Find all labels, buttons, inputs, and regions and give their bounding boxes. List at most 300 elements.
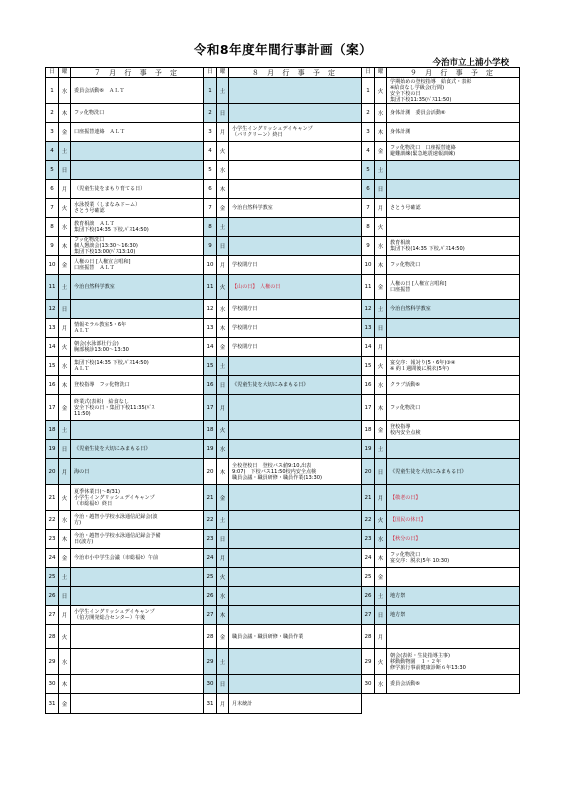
table-row [203, 395, 362, 421]
event-text [228, 300, 362, 318]
day-number: 2 [361, 104, 374, 122]
table-row [361, 275, 520, 300]
event-label: フッ化物洗口 [390, 404, 421, 411]
table-row [203, 459, 362, 485]
weekday: 日 [216, 376, 228, 394]
event-label: 教育相談 集団下校(14:35 下校,ﾊﾞｽ14:50) [390, 240, 465, 252]
weekday: 日 [374, 319, 386, 337]
event-text [228, 440, 362, 458]
event-label: 委員会活動⑥ [390, 681, 421, 687]
table-row [45, 511, 204, 530]
event-text [228, 485, 362, 510]
day-number: 15 [203, 357, 216, 375]
event-label: 全校登校日 登校バス値9:10,出表 9:07) 下校バス11:50校内安全点検 職員会議・職員研修・職員作業(13:30) [232, 462, 322, 481]
event-label: 今治・越智小学校水泳通信記録会予備 日(波方) [74, 533, 161, 545]
table-row [45, 180, 204, 199]
day-number: 19 [203, 440, 216, 458]
day-number: 12 [361, 300, 374, 318]
table-row [361, 440, 520, 459]
column-header [45, 68, 204, 78]
event-text [386, 649, 520, 674]
event-text [386, 104, 520, 122]
day-number: 12 [45, 300, 58, 318]
weekday: 水 [58, 649, 70, 674]
month-heading: ７ 月 行 事 予 定 [70, 68, 204, 77]
column-header [203, 68, 362, 78]
event-text [70, 568, 204, 586]
event-label: クラブ活動⑥ [390, 382, 421, 388]
event-text [70, 256, 204, 274]
weekday-header: 曜 [216, 68, 228, 77]
table-row [45, 78, 204, 104]
event-text [386, 237, 520, 255]
event-label: 終業式(表彰) 給食なし 安全下校の日・集団下校11:35(ﾊﾞｽ 11:50) [74, 398, 155, 417]
event-text [70, 376, 204, 394]
event-text [228, 694, 362, 713]
day-number: 7 [203, 199, 216, 217]
table-row [361, 587, 520, 606]
weekday: 木 [216, 319, 228, 337]
day-number: 3 [45, 123, 58, 141]
month-heading: ９ 月 行 事 予 定 [386, 68, 520, 77]
day-number: 2 [45, 104, 58, 122]
event-text [228, 180, 362, 198]
event-text [70, 485, 204, 510]
event-text [70, 395, 204, 420]
day-number: 20 [203, 459, 216, 484]
day-number: 31 [45, 694, 58, 713]
weekday: 火 [58, 338, 70, 356]
event-text [70, 199, 204, 217]
weekday: 金 [58, 395, 70, 420]
table-row [361, 300, 520, 319]
event-text [70, 675, 204, 693]
event-text [386, 459, 520, 484]
weekday: 日 [216, 104, 228, 122]
event-label: 今治市小中学生会議（市総福ｾ）午前 [74, 555, 159, 561]
event-label: 人権の日 [人権宣言唱和] 口座振替 [390, 281, 447, 293]
event-text [386, 180, 520, 198]
table-row [361, 530, 520, 549]
event-text [228, 530, 362, 548]
event-text [70, 142, 204, 160]
table-row [203, 123, 362, 142]
event-label: 情報モラル教室5・6年 ＡＬＴ [74, 322, 127, 334]
weekday: 月 [374, 199, 386, 217]
day-number: 26 [203, 587, 216, 605]
event-text [386, 142, 520, 160]
event-text [70, 625, 204, 648]
event-text [386, 625, 520, 648]
table-row [45, 300, 204, 319]
event-label: フッ化物洗口 宴交序：脱衣(5年 10:30) [390, 552, 450, 564]
weekday: 火 [374, 78, 386, 103]
table-row [361, 338, 520, 357]
weekday: 金 [374, 275, 386, 299]
table-row [45, 256, 204, 275]
weekday: 金 [374, 568, 386, 586]
table-row [203, 104, 362, 123]
event-label: 地方祭 [390, 593, 406, 599]
event-label: 今治自然科学教室 [232, 205, 273, 211]
table-row [361, 218, 520, 237]
weekday: 土 [374, 300, 386, 318]
day-number: 26 [361, 587, 374, 605]
event-text [386, 485, 520, 510]
day-number: 3 [203, 123, 216, 141]
table-row [361, 237, 520, 256]
event-text [70, 180, 204, 198]
day-number: 3 [361, 123, 374, 141]
day-number: 16 [45, 376, 58, 394]
day-number: 7 [361, 199, 374, 217]
event-text [386, 338, 520, 356]
weekday: 水 [58, 218, 70, 236]
weekday: 金 [58, 694, 70, 713]
table-row [45, 199, 204, 218]
weekday: 土 [58, 142, 70, 160]
weekday: 日 [58, 161, 70, 179]
table-row [45, 376, 204, 395]
weekday: 月 [216, 256, 228, 274]
weekday: 月 [216, 549, 228, 567]
event-text [228, 511, 362, 529]
table-row [45, 694, 204, 714]
weekday: 土 [374, 161, 386, 179]
weekday: 金 [216, 485, 228, 510]
weekday: 土 [374, 440, 386, 458]
event-text [228, 549, 362, 567]
event-label: 学校閉庁日 [232, 306, 258, 312]
table-row [203, 587, 362, 606]
table-row [45, 421, 204, 440]
weekday: 水 [216, 300, 228, 318]
event-text [386, 511, 520, 529]
event-label: 人権の日 [人権宣言唱和] 口座振替 ＡＬＴ [74, 259, 131, 271]
event-label: 《児童生徒を大切にみまもる日》 [390, 468, 467, 475]
event-label: 委員会活動⑥ ＡＬＴ [74, 87, 125, 94]
day-number: 11 [203, 275, 216, 299]
day-number: 16 [203, 376, 216, 394]
event-label: 集団下校(14:35 下校,ﾊﾞｽ14:50) ＡＬＴ [74, 360, 149, 372]
table-row [203, 421, 362, 440]
weekday: 金 [216, 199, 228, 217]
day-number: 22 [361, 511, 374, 529]
weekday: 月 [216, 694, 228, 713]
table-row [45, 675, 204, 694]
event-label: 【国民の休日】 [390, 517, 426, 523]
event-label: 小学生イングリッシュデイキャンプ （バリクリーン）終日 [232, 126, 313, 138]
event-text [70, 275, 204, 299]
event-text [386, 319, 520, 337]
event-text [386, 218, 520, 236]
weekday: 土 [58, 421, 70, 439]
day-number: 22 [203, 511, 216, 529]
event-label: 地方祭 [390, 612, 406, 618]
event-label: 今治自然科学教室 [74, 284, 115, 290]
event-text [70, 319, 204, 337]
event-label: さとう号確認 [390, 205, 421, 211]
day-number: 6 [361, 180, 374, 198]
day-number: 21 [203, 485, 216, 510]
event-text [70, 357, 204, 375]
weekday: 月 [58, 319, 70, 337]
day-number: 30 [203, 675, 216, 693]
table-row [361, 485, 520, 511]
table-row [45, 395, 204, 421]
day-number: 30 [361, 675, 374, 693]
event-label: 口座振替連絡 ＡＬＴ [74, 129, 125, 135]
table-row [45, 218, 204, 237]
event-text [386, 568, 520, 586]
weekday: 火 [374, 357, 386, 375]
weekday: 水 [374, 104, 386, 122]
table-row [203, 78, 362, 104]
weekday: 日 [216, 237, 228, 255]
weekday: 土 [58, 568, 70, 586]
event-text [70, 218, 204, 236]
event-label: 【山の日】 人権の日 [232, 284, 281, 290]
event-text [386, 606, 520, 624]
day-number: 15 [45, 357, 58, 375]
day-number: 25 [361, 568, 374, 586]
event-text [70, 440, 204, 458]
day-number: 28 [203, 625, 216, 648]
weekday: 月 [374, 485, 386, 510]
day-number: 28 [45, 625, 58, 648]
table-row [45, 275, 204, 300]
event-text [70, 511, 204, 529]
day-number: 25 [45, 568, 58, 586]
table-row [203, 218, 362, 237]
table-row [203, 694, 362, 714]
weekday: 日 [58, 300, 70, 318]
day-number: 4 [45, 142, 58, 160]
weekday: 月 [374, 625, 386, 648]
table-row [203, 161, 362, 180]
weekday: 金 [58, 123, 70, 141]
day-number: 8 [361, 218, 374, 236]
weekday: 金 [374, 142, 386, 160]
event-label: 登校指導 校内安全点検 [390, 424, 421, 436]
weekday: 水 [374, 237, 386, 255]
day-number: 8 [203, 218, 216, 236]
weekday: 火 [216, 421, 228, 439]
event-label: 《児童生徒を大切にみまもる日》 [232, 382, 309, 388]
table-row [203, 530, 362, 549]
weekday: 月 [374, 338, 386, 356]
weekday: 日 [216, 530, 228, 548]
event-label: 夏季休業日(～8/31) 小学生イングリッシュデイキャンプ （市総福ｾ）終日 [74, 488, 155, 507]
table-row [361, 459, 520, 485]
day-number: 13 [45, 319, 58, 337]
event-text [228, 104, 362, 122]
day-number: 7 [45, 199, 58, 217]
weekday: 日 [216, 675, 228, 693]
event-label: 小学生イングリッシュデイキャンプ （伯方開発総合センター）午後 [74, 609, 155, 621]
weekday: 火 [374, 649, 386, 674]
day-number: 10 [203, 256, 216, 274]
event-text [70, 587, 204, 605]
table-row [361, 625, 520, 649]
day-number: 1 [45, 78, 58, 103]
event-text [386, 161, 520, 179]
day-number: 4 [203, 142, 216, 160]
weekday: 木 [374, 123, 386, 141]
day-number: 18 [203, 421, 216, 439]
weekday: 土 [216, 649, 228, 674]
weekday: 火 [216, 275, 228, 299]
weekday: 水 [58, 357, 70, 375]
table-row [203, 376, 362, 395]
month-column-september [361, 67, 520, 694]
weekday: 金 [216, 625, 228, 648]
event-text [70, 421, 204, 439]
event-text [228, 357, 362, 375]
event-label: 学校閉庁日 [232, 325, 258, 331]
weekday: 木 [58, 237, 70, 255]
table-row [203, 237, 362, 256]
event-label: 【敬老の日】 [390, 494, 421, 501]
table-row [361, 142, 520, 161]
weekday: 金 [58, 549, 70, 567]
weekday: 金 [216, 338, 228, 356]
event-label: 登校指導 フッ化物洗口 [74, 382, 130, 388]
event-text [228, 459, 362, 484]
day-number: 5 [361, 161, 374, 179]
table-row [203, 357, 362, 376]
table-row [45, 649, 204, 675]
event-text [386, 123, 520, 141]
event-text [386, 376, 520, 394]
day-number: 13 [203, 319, 216, 337]
event-text [228, 568, 362, 586]
day-number: 6 [45, 180, 58, 198]
table-row [203, 300, 362, 319]
table-row [203, 256, 362, 275]
day-number: 24 [361, 549, 374, 567]
weekday: 土 [216, 78, 228, 103]
day-number: 2 [203, 104, 216, 122]
table-row [361, 421, 520, 440]
event-label: 学校閉庁日 [232, 344, 258, 350]
table-row [45, 568, 204, 587]
month-column-july [45, 67, 204, 714]
weekday: 木 [216, 180, 228, 198]
event-text [386, 78, 520, 103]
event-text [228, 395, 362, 420]
day-number: 1 [361, 78, 374, 103]
day-number: 19 [361, 440, 374, 458]
event-text [386, 440, 520, 458]
weekday: 木 [216, 459, 228, 484]
weekday: 日 [374, 606, 386, 624]
weekday: 土 [374, 587, 386, 605]
weekday: 土 [216, 357, 228, 375]
event-label: 海の日 [74, 468, 90, 475]
day-number: 9 [361, 237, 374, 255]
table-row [361, 549, 520, 568]
day-header: 日 [45, 68, 58, 77]
table-row [361, 606, 520, 625]
event-text [386, 421, 520, 439]
day-number: 5 [45, 161, 58, 179]
event-text [386, 549, 520, 567]
event-text [70, 606, 204, 624]
table-row [361, 104, 520, 123]
day-number: 27 [361, 606, 374, 624]
event-text [386, 587, 520, 605]
event-text [228, 625, 362, 648]
event-label: 身体計測 [390, 129, 411, 135]
table-row [45, 319, 204, 338]
table-row [203, 199, 362, 218]
day-number: 14 [45, 338, 58, 356]
event-text [228, 421, 362, 439]
weekday: 月 [58, 459, 70, 484]
day-number: 20 [361, 459, 374, 484]
day-number: 18 [45, 421, 58, 439]
school-name: 今治市立上浦小学校 [432, 58, 509, 68]
event-text [228, 675, 362, 693]
day-number: 8 [45, 218, 58, 236]
day-number: 11 [361, 275, 374, 299]
table-row [361, 256, 520, 275]
weekday: 木 [58, 376, 70, 394]
day-number: 17 [203, 395, 216, 420]
event-text [70, 161, 204, 179]
day-number: 14 [203, 338, 216, 356]
event-text [70, 104, 204, 122]
table-row [45, 161, 204, 180]
event-label: 朝会(表彰・生徒指導主事) 移動動物園 １・２年 修学旅行事前健康診断６年13:30 [390, 652, 466, 671]
table-row [361, 161, 520, 180]
event-text [228, 319, 362, 337]
table-row [203, 549, 362, 568]
month-column-august [203, 67, 362, 714]
table-row [203, 142, 362, 161]
table-row [361, 199, 520, 218]
weekday: 水 [216, 440, 228, 458]
day-number: 4 [361, 142, 374, 160]
weekday-header: 曜 [374, 68, 386, 77]
event-text [228, 237, 362, 255]
event-text [70, 78, 204, 103]
event-text [228, 199, 362, 217]
event-text [70, 649, 204, 674]
weekday: 木 [374, 395, 386, 420]
table-row [361, 357, 520, 376]
event-label: フッ化物洗口 個人懇談会(13:30～16:30) 集団下校13:00(ﾊﾞｽ13:10) [74, 237, 138, 255]
event-text [228, 587, 362, 605]
weekday: 土 [58, 275, 70, 299]
event-text [386, 357, 520, 375]
event-label: 朝会(水泳部壮行会) 胸部検診13:00～13:30 [74, 341, 129, 353]
table-row [45, 237, 204, 256]
weekday: 日 [374, 180, 386, 198]
weekday-header: 曜 [58, 68, 70, 77]
day-number: 24 [203, 549, 216, 567]
event-text [228, 649, 362, 674]
day-number: 29 [45, 649, 58, 674]
day-number: 18 [361, 421, 374, 439]
weekday: 水 [216, 161, 228, 179]
event-text [386, 199, 520, 217]
event-label: 学期始めの登校指導 給食式・表彰 ※給食なし学級会(行間) 安全下校の日 集団下校11:35(ﾊﾞｽ11:50) [390, 78, 472, 103]
weekday: 木 [58, 530, 70, 548]
weekday: 土 [216, 218, 228, 236]
table-row [203, 319, 362, 338]
